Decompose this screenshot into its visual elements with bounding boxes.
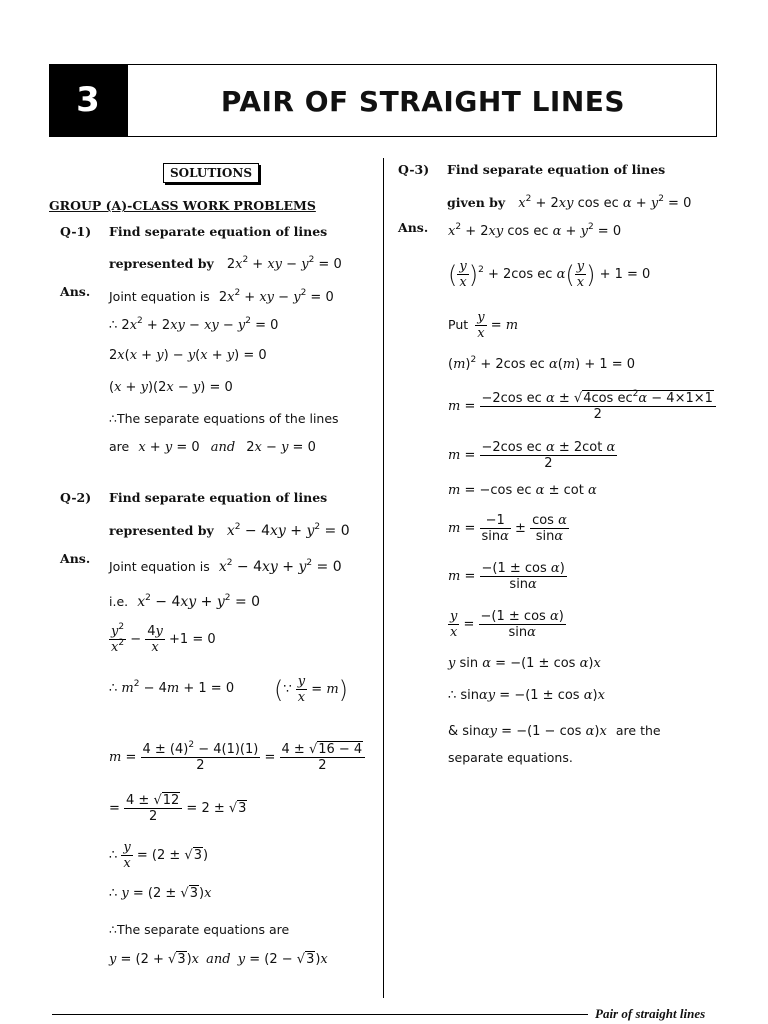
q1-step2: 2x(x + y) − y(x + y) = 0 xyxy=(109,348,267,363)
q3-quadratic: $(m)^2 + 2\cos$ ec α(m) + 1 = 0 xyxy=(448,355,636,372)
q2-formula: m = $\frac{4 \pm (4)^2 - 4(1)(1)}{2}$ = $\frac{4 \pm √16 - 4}{2}$ xyxy=(109,742,365,773)
q3-step-result: ∴ sinαy = −(1 ± cos α)x xyxy=(448,688,605,703)
q2-substitution-note: (∵ $\frac{y}{x}$ = m) xyxy=(274,674,349,705)
q3-given-by: given by xyxy=(447,195,506,210)
q1-question-line2 xyxy=(109,253,342,272)
solutions-label: SOLUTIONS xyxy=(163,163,259,183)
q2-ans-label: Ans. xyxy=(60,551,91,566)
q3-formula: m = $\frac{-2\cos ec \alpha \pm √4\cos ec^2\alpha - 4\times 1\times 1}{2}$ xyxy=(448,391,716,422)
q3-separate-equations: separate equations. xyxy=(448,750,573,765)
q1-equation: $2x^2$ + xy − $y^2 = 0$ xyxy=(226,255,342,272)
q1-and-word: and xyxy=(210,440,236,455)
q2-ratio: ∴ $\frac{y}{x}$ = (2 ± √3) xyxy=(109,840,209,871)
q3-are-the: are the xyxy=(615,723,661,738)
q2-ie-line: i.e. $x^2 - 4xy + y^2 = 0$ xyxy=(109,593,261,610)
q1-joint-line: Joint equation is $2x^2$ + xy − $y^2 = 0$ xyxy=(109,288,334,305)
q2-joint-text: Joint equation is xyxy=(109,559,210,574)
chapter-number-box xyxy=(49,64,127,137)
q1-step3: (x + y)(2x − y) = 0 xyxy=(109,380,233,395)
q3-question-line1: Find separate equation of lines xyxy=(447,162,666,177)
q2-question-line1: Find separate equation of lines xyxy=(109,490,328,505)
q2-question-line2: represented by $x^2 - 4xy + y^2 = 0$ xyxy=(109,522,350,539)
q1-represented-by: represented by xyxy=(109,256,214,271)
q2-final-equations: y = (2 + √3)x and y = (2 − √3)x xyxy=(109,952,328,967)
q2-y-equation: ∴ y = (2 ± √3)x xyxy=(109,886,212,901)
chapter-title: PAIR OF STRAIGHT LINES xyxy=(220,85,626,118)
group-heading: GROUP (A)-CLASS WORK PROBLEMS xyxy=(49,198,316,213)
q1-are-text: are xyxy=(109,439,130,454)
chapter-title-box xyxy=(127,64,717,137)
q3-label: Q-3) xyxy=(398,162,430,177)
q3-question-line2: given by $x^2 + 2xy$ cos ec $\alpha + y^2 = 0$ xyxy=(447,194,692,211)
footer-text: Pair of straight lines xyxy=(595,1006,706,1021)
q3-ans-label: Ans. xyxy=(398,220,429,235)
q2-joint-line: Joint equation is $x^2 - 4xy + y^2 = 0$ xyxy=(109,558,342,575)
q3-step2: ( $\frac{y}{x}$ )$^2$ + 2cos ec α( $\frac{y}{x}$ ) + 1 = 0 xyxy=(448,259,651,290)
q1-label: Q-1) xyxy=(60,224,92,239)
q3-simplify1: m = $\frac{\text{−2cos ec α ± 2cot α}}{2}$ xyxy=(448,440,616,471)
q3-final-line: & sinαy = −(1 − cos α)x are the xyxy=(448,723,661,739)
footer-rule xyxy=(52,1014,588,1015)
q1-conclusion1: ∴The separate equations of the lines xyxy=(109,411,339,426)
q1-ans-label: Ans. xyxy=(60,284,91,299)
q2-label: Q-2) xyxy=(60,490,92,505)
q3-step-mult: y sin α = −(1 ± cos α)x xyxy=(448,656,601,671)
q3-simplify3: m = $\frac{-1}{\sin\alpha}$ ± $\frac{\text{cos α}}{\sin\alpha}$ xyxy=(448,513,567,544)
q3-ratio: $\frac{y}{x}$ = $\frac{\text{−(1 ± cos α)}}{\sin\alpha}$ xyxy=(450,609,564,640)
q1-step1: ∴ $2x^2 + 2xy$ − xy − $y^2 = 0$ xyxy=(109,316,279,333)
column-divider xyxy=(383,158,384,998)
q1-conclusion2: are x + y = 0 and 2x − y = 0 xyxy=(109,439,316,455)
q2-conclusion: ∴The separate equations are xyxy=(109,922,290,937)
q1-question-line1: Find separate equation of lines xyxy=(109,224,328,239)
q1-joint-text: Joint equation is xyxy=(109,289,210,304)
q2-step-divide: $\frac{y^2}{x^2}$ − $\frac{4y}{x}$ +1 = 0 xyxy=(111,622,216,655)
q3-simplify4: m = $\frac{\text{−(1 ± cos α)}}{\sin\alpha}$ xyxy=(448,561,565,592)
q3-put-line: Put $\frac{y}{x}$ = m xyxy=(448,310,519,341)
chapter-number: 3 xyxy=(76,80,100,120)
q2-simplify: = $\frac{4 \pm √12}{2}$ = 2 ± √3 xyxy=(109,793,247,824)
q2-ie-text: i.e. xyxy=(109,594,129,609)
q2-and-word: and xyxy=(206,952,231,967)
q2-represented-by: represented by xyxy=(109,523,214,538)
q3-put-text: Put xyxy=(448,317,469,332)
q2-quadratic: ∴ $m^2 - 4m + 1 = 0$ xyxy=(109,679,235,696)
q3-step1: $x^2 + 2xy$ cos ec $\alpha + y^2 = 0$ xyxy=(448,222,622,239)
q3-simplify2: m = −cos ec α ± cot α xyxy=(448,483,597,498)
